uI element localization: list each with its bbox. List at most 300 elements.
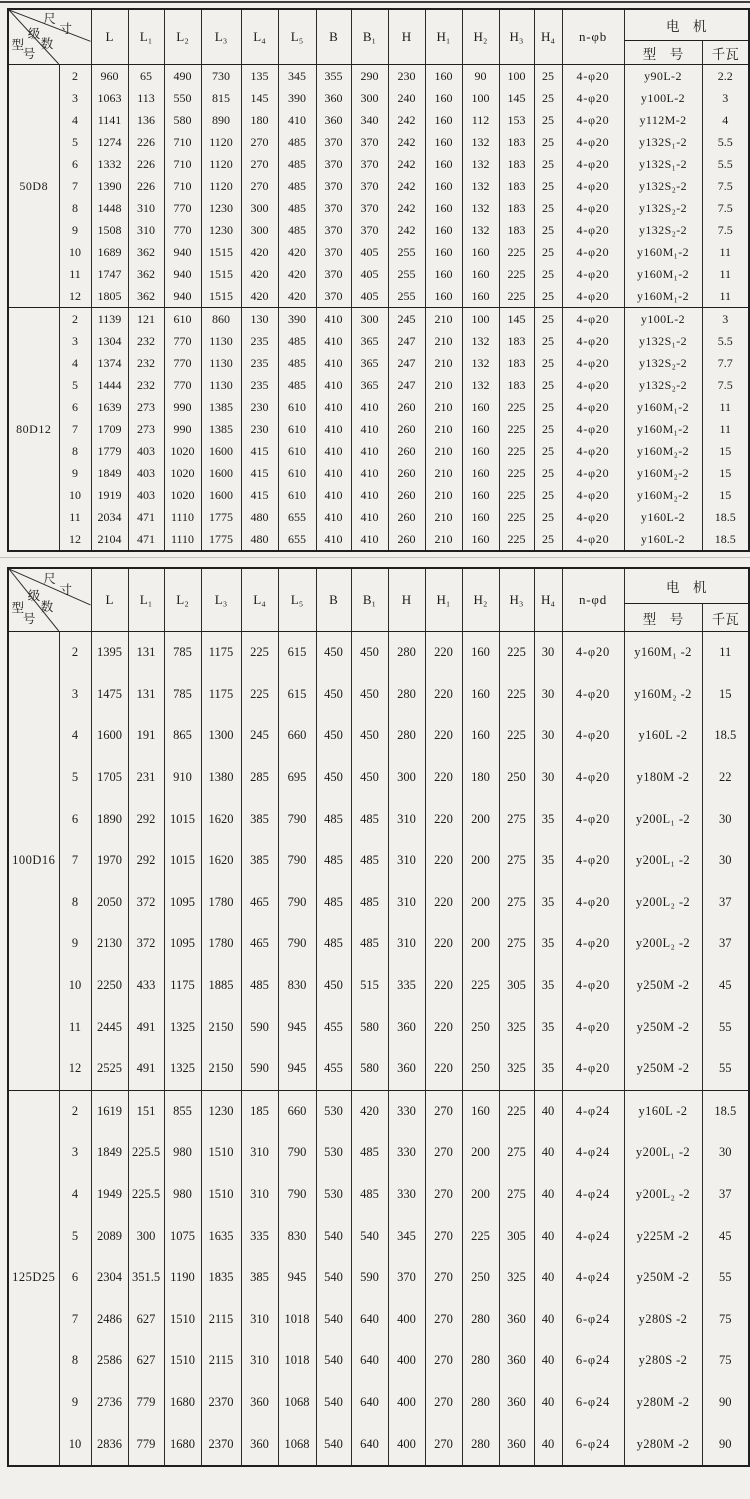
kw-value-cell: 4 xyxy=(702,109,749,131)
dim-value-cell: 100 xyxy=(462,308,499,331)
dim-value-cell: 280 xyxy=(462,1340,499,1382)
table-row xyxy=(8,798,749,840)
stage-count-cell: 9 xyxy=(59,923,91,965)
table-row xyxy=(8,1174,749,1216)
table-row xyxy=(8,131,749,153)
dim-value-cell: 275 xyxy=(499,840,534,882)
dim-value-cell: 225 xyxy=(499,440,534,462)
dim-value-cell: 225 xyxy=(499,285,534,308)
dim-value-cell: 362 xyxy=(128,263,164,285)
dim-value-cell: 785 xyxy=(164,674,201,716)
dim-value-cell: 335 xyxy=(388,965,425,1007)
dim-value-cell: 220 xyxy=(425,757,462,799)
dim-value-cell: 310 xyxy=(128,197,164,219)
hole-spec-cell: 4-φ20 xyxy=(562,882,624,924)
dim-value-cell: 270 xyxy=(425,1215,462,1257)
dim-value-cell: 615 xyxy=(278,674,316,716)
dim-value-cell: 25 xyxy=(534,131,562,153)
dim-value-cell: 420 xyxy=(278,285,316,308)
dim-value-cell: 242 xyxy=(388,175,425,197)
dim-value-cell: 1015 xyxy=(164,798,201,840)
dim-value-cell: 2370 xyxy=(201,1382,241,1424)
dim-value-cell: 210 xyxy=(425,374,462,396)
dim-value-cell: 530 xyxy=(316,1174,351,1216)
hole-count-header: n-φb xyxy=(562,9,624,65)
table-row xyxy=(8,175,749,197)
dim-value-cell: 210 xyxy=(425,528,462,551)
dim-value-cell: 310 xyxy=(388,882,425,924)
dim-value-cell: 225 xyxy=(499,528,534,551)
dim-value-cell: 1020 xyxy=(164,484,201,506)
dim-value-cell: 485 xyxy=(316,923,351,965)
dim-value-cell: 770 xyxy=(164,219,201,241)
dim-value-cell: 121 xyxy=(128,308,164,331)
dim-value-cell: 1890 xyxy=(91,798,128,840)
dim-value-cell: 1068 xyxy=(278,1382,316,1424)
motor-model-cell: y160M₁-2 xyxy=(624,285,702,308)
dim-value-cell: 200 xyxy=(462,882,499,924)
dim-header: H xyxy=(388,568,425,632)
dim-value-cell: 40 xyxy=(534,1174,562,1216)
dim-value-cell: 255 xyxy=(388,241,425,263)
dim-value-cell: 1639 xyxy=(91,396,128,418)
dim-value-cell: 610 xyxy=(164,308,201,331)
dim-value-cell: 1515 xyxy=(201,285,241,308)
hole-spec-cell: 6-φ24 xyxy=(562,1423,624,1466)
corner-header-cell xyxy=(8,568,91,632)
hole-spec-cell: 4-φ20 xyxy=(562,308,624,331)
stage-count-cell: 9 xyxy=(59,1382,91,1424)
dim-value-cell: 940 xyxy=(164,285,201,308)
table-row xyxy=(8,882,749,924)
dim-value-cell: 25 xyxy=(534,374,562,396)
dim-value-cell: 210 xyxy=(425,396,462,418)
dim-value-cell: 980 xyxy=(164,1132,201,1174)
dim-value-cell: 270 xyxy=(425,1132,462,1174)
hole-spec-cell: 4-φ24 xyxy=(562,1215,624,1257)
pump-model-cell: 80D12 xyxy=(8,308,59,552)
dim-value-cell: 25 xyxy=(534,462,562,484)
dim-value-cell: 450 xyxy=(316,715,351,757)
dim-value-cell: 830 xyxy=(278,1215,316,1257)
dim-value-cell: 403 xyxy=(128,440,164,462)
dim-value-cell: 360 xyxy=(316,109,351,131)
dim-value-cell: 285 xyxy=(241,757,278,799)
dim-value-cell: 370 xyxy=(316,241,351,263)
dim-header: L₄ xyxy=(241,568,278,632)
corner-header-cell xyxy=(8,9,91,65)
table-row xyxy=(8,965,749,1007)
hole-spec-cell: 4-φ20 xyxy=(562,131,624,153)
dim-value-cell: 660 xyxy=(278,715,316,757)
dim-value-cell: 365 xyxy=(351,374,388,396)
table-row xyxy=(8,528,749,551)
dim-value-cell: 790 xyxy=(278,840,316,882)
motor-model-cell: y250M -2 xyxy=(624,1257,702,1299)
dim-value-cell: 450 xyxy=(351,674,388,716)
dim-value-cell: 410 xyxy=(351,528,388,551)
dim-value-cell: 410 xyxy=(316,528,351,551)
hole-spec-cell: 4-φ24 xyxy=(562,1174,624,1216)
dim-value-cell: 1175 xyxy=(164,965,201,1007)
motor-model-cell: y132S₁-2 xyxy=(624,330,702,352)
dim-value-cell: 400 xyxy=(388,1340,425,1382)
corner-stage-label: 数 xyxy=(40,600,54,615)
dim-value-cell: 330 xyxy=(388,1132,425,1174)
dim-value-cell: 231 xyxy=(128,757,164,799)
dim-value-cell: 30 xyxy=(534,757,562,799)
corner-model-label: 号 xyxy=(22,612,36,627)
stage-count-cell: 3 xyxy=(59,87,91,109)
hole-spec-cell: 4-φ20 xyxy=(562,528,624,551)
dim-value-cell: 420 xyxy=(241,285,278,308)
dim-value-cell: 310 xyxy=(128,219,164,241)
dim-value-cell: 40 xyxy=(534,1423,562,1466)
hole-spec-cell: 4-φ20 xyxy=(562,840,624,882)
dim-value-cell: 1600 xyxy=(201,484,241,506)
motor-header: 电 机 xyxy=(624,9,749,41)
dim-value-cell: 35 xyxy=(534,798,562,840)
dim-value-cell: 590 xyxy=(351,1257,388,1299)
dim-value-cell: 270 xyxy=(425,1340,462,1382)
dim-value-cell: 1444 xyxy=(91,374,128,396)
dim-value-cell: 225.5 xyxy=(128,1174,164,1216)
dim-value-cell: 160 xyxy=(462,484,499,506)
dim-value-cell: 360 xyxy=(388,1006,425,1048)
dim-value-cell: 225 xyxy=(499,484,534,506)
dim-value-cell: 855 xyxy=(164,1090,201,1132)
dim-value-cell: 270 xyxy=(425,1090,462,1132)
motor-model-cell: y100L-2 xyxy=(624,308,702,331)
dim-value-cell: 485 xyxy=(351,923,388,965)
dim-value-cell: 420 xyxy=(241,241,278,263)
dim-value-cell: 865 xyxy=(164,715,201,757)
corner-stage-label: 数 xyxy=(40,37,54,52)
dim-value-cell: 300 xyxy=(388,757,425,799)
dim-value-cell: 270 xyxy=(241,175,278,197)
stage-count-cell: 7 xyxy=(59,1299,91,1341)
dim-value-cell: 270 xyxy=(425,1423,462,1466)
dim-value-cell: 225 xyxy=(499,462,534,484)
dim-value-cell: 270 xyxy=(241,131,278,153)
hole-count-header: n-φd xyxy=(562,568,624,632)
dim-value-cell: 490 xyxy=(164,65,201,88)
dim-value-cell: 640 xyxy=(351,1299,388,1341)
dim-value-cell: 225 xyxy=(499,632,534,674)
dim-value-cell: 25 xyxy=(534,285,562,308)
dim-value-cell: 225 xyxy=(499,506,534,528)
kw-value-cell: 5.5 xyxy=(702,131,749,153)
table-row xyxy=(8,1299,749,1341)
motor-model-cell: y160L-2 xyxy=(624,506,702,528)
dim-value-cell: 112 xyxy=(462,109,499,131)
dim-value-cell: 160 xyxy=(462,715,499,757)
kw-value-cell: 18.5 xyxy=(702,528,749,551)
motor-model-cell: y180M -2 xyxy=(624,757,702,799)
stage-count-cell: 8 xyxy=(59,440,91,462)
dim-value-cell: 270 xyxy=(425,1174,462,1216)
kw-value-cell: 22 xyxy=(702,757,749,799)
dim-value-cell: 370 xyxy=(351,219,388,241)
dim-value-cell: 310 xyxy=(388,840,425,882)
kw-value-cell: 55 xyxy=(702,1006,749,1048)
dim-value-cell: 273 xyxy=(128,396,164,418)
motor-model-cell: y200L₁ -2 xyxy=(624,798,702,840)
kw-value-cell: 2.2 xyxy=(702,65,749,88)
stage-count-cell: 7 xyxy=(59,840,91,882)
dim-value-cell: 1139 xyxy=(91,308,128,331)
dim-value-cell: 225 xyxy=(499,263,534,285)
dim-value-cell: 280 xyxy=(462,1299,499,1341)
table xyxy=(7,567,750,1467)
kw-value-cell: 37 xyxy=(702,1174,749,1216)
hole-spec-cell: 4-φ20 xyxy=(562,674,624,716)
dim-value-cell: 280 xyxy=(388,715,425,757)
motor-model-cell: y200L₂ -2 xyxy=(624,882,702,924)
dim-value-cell: 415 xyxy=(241,462,278,484)
dim-value-cell: 770 xyxy=(164,352,201,374)
kw-value-cell: 11 xyxy=(702,241,749,263)
dim-value-cell: 1230 xyxy=(201,197,241,219)
kw-value-cell: 75 xyxy=(702,1340,749,1382)
stage-count-cell: 9 xyxy=(59,219,91,241)
motor-model-cell: y112M-2 xyxy=(624,109,702,131)
dim-value-cell: 410 xyxy=(351,462,388,484)
table-row xyxy=(8,1257,749,1299)
corner-model-label: 号 xyxy=(22,47,36,62)
dim-value-cell: 485 xyxy=(316,798,351,840)
dim-value-cell: 1949 xyxy=(91,1174,128,1216)
motor-model-header: 型 号 xyxy=(624,604,702,632)
dim-value-cell: 280 xyxy=(462,1382,499,1424)
dim-value-cell: 25 xyxy=(534,506,562,528)
dim-value-cell: 145 xyxy=(499,87,534,109)
motor-model-cell: y250M -2 xyxy=(624,1006,702,1048)
corner-stage-label: 级 xyxy=(27,27,41,42)
dim-value-cell: 627 xyxy=(128,1340,164,1382)
kw-value-cell: 90 xyxy=(702,1423,749,1466)
dim-value-cell: 210 xyxy=(425,440,462,462)
table-row xyxy=(8,153,749,175)
dim-value-cell: 225 xyxy=(499,241,534,263)
stage-count-cell: 5 xyxy=(59,374,91,396)
dim-value-cell: 1230 xyxy=(201,219,241,241)
dim-value-cell: 1747 xyxy=(91,263,128,285)
dim-value-cell: 940 xyxy=(164,241,201,263)
dim-value-cell: 360 xyxy=(499,1299,534,1341)
table-row xyxy=(8,462,749,484)
dim-value-cell: 191 xyxy=(128,715,164,757)
dim-value-cell: 1515 xyxy=(201,263,241,285)
dim-value-cell: 590 xyxy=(241,1048,278,1090)
dim-value-cell: 790 xyxy=(278,798,316,840)
dim-value-cell: 420 xyxy=(351,1090,388,1132)
dim-value-cell: 232 xyxy=(128,352,164,374)
dim-value-cell: 100 xyxy=(499,65,534,88)
dim-value-cell: 1508 xyxy=(91,219,128,241)
dim-value-cell: 247 xyxy=(388,352,425,374)
dim-header: H₄ xyxy=(534,9,562,65)
stage-count-cell: 4 xyxy=(59,1174,91,1216)
dim-value-cell: 335 xyxy=(241,1215,278,1257)
dim-value-cell: 25 xyxy=(534,418,562,440)
motor-model-cell: y100L-2 xyxy=(624,87,702,109)
table-row xyxy=(8,396,749,418)
dim-value-cell: 235 xyxy=(241,374,278,396)
stage-count-cell: 4 xyxy=(59,352,91,374)
stage-count-cell: 6 xyxy=(59,1257,91,1299)
dim-value-cell: 250 xyxy=(462,1048,499,1090)
motor-model-cell: y200L₂ -2 xyxy=(624,1174,702,1216)
dim-value-cell: 160 xyxy=(425,153,462,175)
kw-value-cell: 3 xyxy=(702,87,749,109)
dim-value-cell: 225 xyxy=(241,632,278,674)
dim-value-cell: 260 xyxy=(388,396,425,418)
hole-spec-cell: 4-φ20 xyxy=(562,285,624,308)
dim-value-cell: 210 xyxy=(425,418,462,440)
dim-value-cell: 360 xyxy=(499,1340,534,1382)
table-row xyxy=(8,1132,749,1174)
dim-value-cell: 220 xyxy=(425,965,462,1007)
dim-value-cell: 310 xyxy=(241,1299,278,1341)
dim-value-cell: 455 xyxy=(316,1006,351,1048)
table-row xyxy=(8,840,749,882)
dim-value-cell: 300 xyxy=(351,87,388,109)
dim-value-cell: 242 xyxy=(388,153,425,175)
dim-value-cell: 260 xyxy=(388,462,425,484)
motor-model-cell: y132S₂-2 xyxy=(624,374,702,396)
dim-value-cell: 1620 xyxy=(201,840,241,882)
dim-value-cell: 450 xyxy=(316,965,351,1007)
dim-value-cell: 250 xyxy=(462,1006,499,1048)
dim-value-cell: 260 xyxy=(388,484,425,506)
dim-value-cell: 790 xyxy=(278,1132,316,1174)
dim-value-cell: 370 xyxy=(351,153,388,175)
motor-model-cell: y160M₂-2 xyxy=(624,462,702,484)
dim-value-cell: 1332 xyxy=(91,153,128,175)
kw-value-cell: 3 xyxy=(702,308,749,331)
hole-spec-cell: 4-φ20 xyxy=(562,1006,624,1048)
motor-model-cell: y250M -2 xyxy=(624,965,702,1007)
motor-model-cell: y132S₂-2 xyxy=(624,197,702,219)
dim-value-cell: 790 xyxy=(278,923,316,965)
dim-value-cell: 2445 xyxy=(91,1006,128,1048)
hole-spec-cell: 4-φ20 xyxy=(562,923,624,965)
kw-value-cell: 37 xyxy=(702,923,749,965)
stage-count-cell: 3 xyxy=(59,330,91,352)
dim-value-cell: 480 xyxy=(241,506,278,528)
motor-model-cell: y160M₂ -2 xyxy=(624,674,702,716)
table-row xyxy=(8,87,749,109)
dim-value-cell: 410 xyxy=(316,462,351,484)
corner-stage-label: 级 xyxy=(27,589,41,604)
dim-value-cell: 410 xyxy=(351,506,388,528)
kw-value-cell: 37 xyxy=(702,882,749,924)
dim-value-cell: 471 xyxy=(128,528,164,551)
dim-value-cell: 132 xyxy=(462,153,499,175)
dim-value-cell: 1709 xyxy=(91,418,128,440)
dim-value-cell: 360 xyxy=(388,1048,425,1090)
dim-value-cell: 345 xyxy=(278,65,316,88)
dim-value-cell: 145 xyxy=(241,87,278,109)
dim-value-cell: 405 xyxy=(351,263,388,285)
dim-value-cell: 420 xyxy=(241,263,278,285)
stage-count-cell: 12 xyxy=(59,285,91,308)
dim-value-cell: 540 xyxy=(316,1215,351,1257)
dim-value-cell: 1775 xyxy=(201,528,241,551)
stage-count-cell: 6 xyxy=(59,798,91,840)
dim-value-cell: 485 xyxy=(278,374,316,396)
dim-header: L₁ xyxy=(128,568,164,632)
hole-spec-cell: 4-φ20 xyxy=(562,219,624,241)
dim-value-cell: 370 xyxy=(316,153,351,175)
dim-value-cell: 485 xyxy=(278,153,316,175)
dim-value-cell: 1063 xyxy=(91,87,128,109)
dim-value-cell: 275 xyxy=(499,923,534,965)
dim-value-cell: 400 xyxy=(388,1299,425,1341)
dim-value-cell: 655 xyxy=(278,528,316,551)
motor-model-cell: y225M -2 xyxy=(624,1215,702,1257)
dim-value-cell: 695 xyxy=(278,757,316,799)
dim-value-cell: 180 xyxy=(241,109,278,131)
dim-value-cell: 1325 xyxy=(164,1048,201,1090)
dim-value-cell: 225 xyxy=(499,418,534,440)
dim-value-cell: 160 xyxy=(425,65,462,88)
dim-value-cell: 183 xyxy=(499,175,534,197)
dim-value-cell: 242 xyxy=(388,197,425,219)
dim-value-cell: 410 xyxy=(316,484,351,506)
dim-value-cell: 40 xyxy=(534,1257,562,1299)
dim-value-cell: 370 xyxy=(388,1257,425,1299)
dim-value-cell: 1849 xyxy=(91,462,128,484)
dim-value-cell: 160 xyxy=(462,506,499,528)
hole-spec-cell: 4-φ20 xyxy=(562,87,624,109)
dim-value-cell: 160 xyxy=(425,131,462,153)
kw-value-cell: 18.5 xyxy=(702,1090,749,1132)
dim-value-cell: 580 xyxy=(164,109,201,131)
dim-value-cell: 1304 xyxy=(91,330,128,352)
dim-value-cell: 160 xyxy=(462,1090,499,1132)
dim-value-cell: 200 xyxy=(462,923,499,965)
dim-header: H₃ xyxy=(499,9,534,65)
dim-value-cell: 200 xyxy=(462,1132,499,1174)
dim-value-cell: 240 xyxy=(388,87,425,109)
dim-value-cell: 485 xyxy=(278,352,316,374)
dim-value-cell: 132 xyxy=(462,219,499,241)
dim-value-cell: 220 xyxy=(425,674,462,716)
dim-value-cell: 1775 xyxy=(201,506,241,528)
dim-value-cell: 25 xyxy=(534,263,562,285)
dim-value-cell: 220 xyxy=(425,1006,462,1048)
dim-value-cell: 2115 xyxy=(201,1299,241,1341)
table-row xyxy=(8,1090,749,1132)
dim-value-cell: 1705 xyxy=(91,757,128,799)
dim-value-cell: 1600 xyxy=(201,440,241,462)
dim-value-cell: 390 xyxy=(278,87,316,109)
dim-value-cell: 1120 xyxy=(201,175,241,197)
hole-spec-cell: 4-φ20 xyxy=(562,632,624,674)
corner-dim-label: 寸 xyxy=(59,582,73,597)
dim-value-cell: 420 xyxy=(278,241,316,263)
dim-value-cell: 135 xyxy=(241,65,278,88)
kw-value-cell: 11 xyxy=(702,632,749,674)
dim-value-cell: 785 xyxy=(164,632,201,674)
dim-header: L₅ xyxy=(278,568,316,632)
dim-value-cell: 25 xyxy=(534,109,562,131)
dim-value-cell: 225 xyxy=(499,674,534,716)
dim-value-cell: 1448 xyxy=(91,197,128,219)
dim-value-cell: 260 xyxy=(388,418,425,440)
